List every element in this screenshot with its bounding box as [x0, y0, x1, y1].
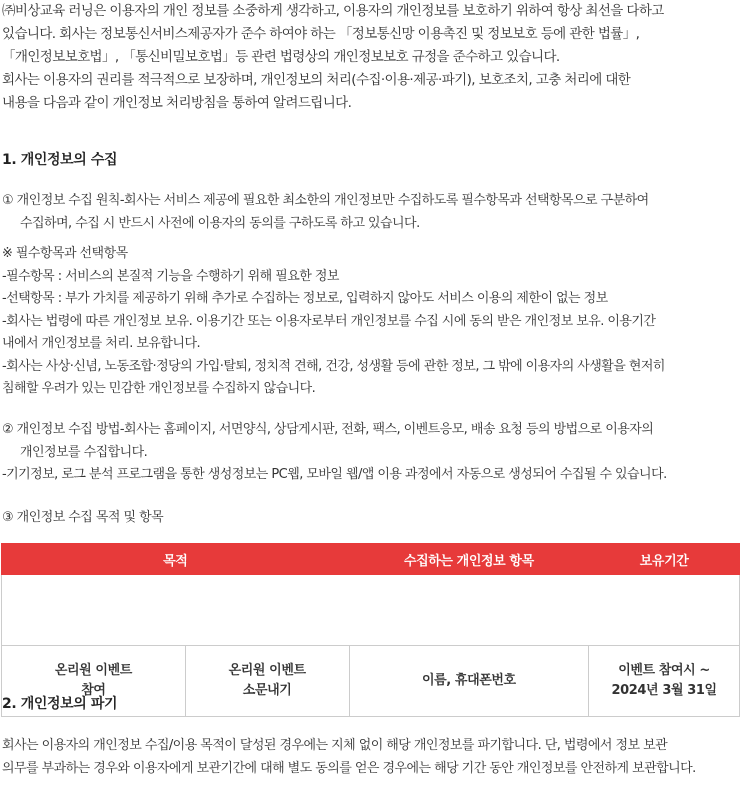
note-line: -회사는 사상·신념, 노동조합·정당의 가입·탈퇴, 정치적 견해, 건강, 성생활 등에 관한 정보, 그 밖에 이용자의 사생활을 현저히: [2, 358, 665, 374]
note-line: -필수항목 : 서비스의 본질적 기능을 수행하기 위해 필요한 정보: [2, 268, 339, 284]
intro-line: 내용을 다음과 같이 개인정보 처리방침을 통하여 알려드립니다.: [2, 95, 352, 111]
note-line: -회사는 법령에 따른 개인정보 보유. 이용기간 또는 이용자로부터 개인정보를 수집 시에 동의 받은 개인정보 보유. 이용기간: [2, 313, 656, 329]
header-period: 보유기간: [589, 544, 740, 575]
intro-line: 있습니다. 회사는 정보통신서비스제공자가 준수 하여야 하는 「정보통신망 이용촉진 및 정보보호 등에 관한 법률」,: [2, 26, 640, 42]
purpose-text: 참여: [81, 683, 106, 698]
section-2-title: 2. 개인정보의 파기: [2, 696, 118, 712]
note-line: 침해할 우려가 있는 민감한 개인정보를 수집하지 않습니다.: [2, 381, 316, 396]
header-purpose: 목적: [2, 544, 350, 575]
note-line: ※ 필수항목과 선택항목: [2, 246, 128, 261]
items-cell: 이름, 휴대폰번호: [349, 646, 589, 717]
intro-line: ㈜비상교육 러닝은 이용자의 개인 정보를 소중하게 생각하고, 이용자의 개인정보를 보호하기 위하여 항상 최선을 다하고: [2, 3, 664, 19]
purpose-text: 소문내기: [242, 683, 292, 698]
collection-method-line: ② 개인정보 수집 방법-회사는 홈페이지, 서면양식, 상담게시판, 전화, 팩스, 이벤트응모, 배송 요청 등의 방법으로 이용자의: [2, 422, 654, 437]
collection-purpose-heading: [2, 507, 752, 530]
device-info-line: -기기정보, 로그 분석 프로그램을 통한 생성정보는 PC웹, 모바일 웹/앱 이용 과정에서 자동으로 생성되어 수집될 수 있습니다.: [2, 467, 667, 482]
collection-principle: [2, 190, 752, 235]
table-header-row: [2, 544, 740, 575]
collection-purpose-label: ③ 개인정보 수집 목적 및 항목: [2, 510, 164, 525]
period-cell: [589, 646, 740, 717]
collection-purpose-table: [1, 543, 740, 717]
collection-principle-line: ① 개인정보 수집 원칙-회사는 서비스 제공에 필요한 최소한의 개인정보만 수집하도록 필수항목과 선택항목으로 구분하여: [2, 193, 649, 208]
purpose-cell-event-share: [185, 646, 349, 717]
destruction-line: 의무를 부과하는 경우와 이용자에게 보관기간에 대해 별도 동의를 얻은 경우에는 해당 기간 동안 개인정보를 안전하게 보관합니다.: [2, 760, 696, 776]
note-line: -선택항목 : 부가 가치를 제공하기 위해 추가로 수집하는 정보로, 입력하지 않아도 서비스 이용의 제한이 없는 정보: [2, 291, 608, 306]
period-text: 2024년 3월 31일: [611, 683, 717, 698]
purpose-text: 온리원 이벤트: [54, 663, 132, 678]
collection-method-line: 개인정보를 수집합니다.: [20, 444, 148, 460]
purpose-text: 온리원 이벤트: [228, 663, 306, 678]
collection-principle-line: 수집하며, 수집 시 반드시 사전에 이용자의 동의를 구하도록 하고 있습니다.: [20, 215, 420, 231]
intro-paragraph: [2, 0, 752, 115]
period-text: 이벤트 참여시 ~: [618, 663, 710, 678]
section-1-title: 1. 개인정보의 수집: [2, 152, 118, 168]
destruction-line: 회사는 이용자의 개인정보 수집/이용 목적이 달성된 경우에는 지체 없이 해당 개인정보를 파기합니다. 단, 법령에서 정보 보관: [2, 738, 668, 753]
required-optional-notes: [2, 243, 752, 401]
collection-method: [2, 419, 752, 487]
header-items: 수집하는 개인정보 항목: [349, 544, 589, 575]
intro-line: 회사는 이용자의 권리를 적극적으로 보장하며, 개인정보의 처리(수집·이용·제공·파기), 보호조치, 고충 처리에 대한: [2, 72, 631, 88]
note-line: 내에서 개인정보를 처리. 보유합니다.: [2, 336, 201, 351]
destruction-paragraph: [2, 735, 752, 780]
intro-line: 「개인정보보호법」, 「통신비밀보호법」등 관련 법령상의 개인정보보호 규정을 준수하고 있습니다.: [2, 49, 560, 65]
